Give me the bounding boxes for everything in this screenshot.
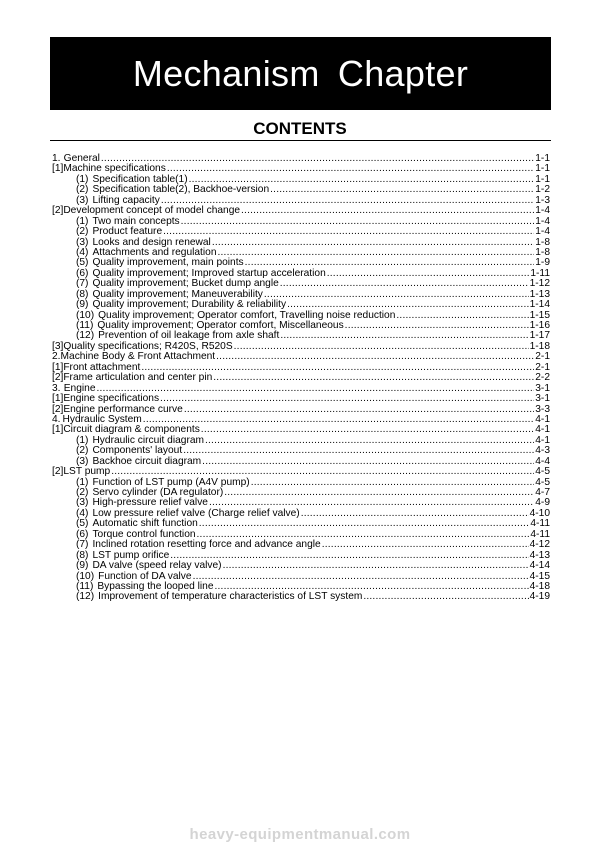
toc-entry-page: 4-11 [530, 518, 550, 530]
toc-entry-title: Development concept of model change [63, 205, 241, 217]
toc-entry-title: Lifting capacity [92, 194, 160, 206]
toc-leader-dots [217, 248, 534, 258]
toc-leader-dots [141, 363, 534, 373]
watermark-text: heavy-equipmentmanual.com [189, 826, 411, 843]
toc-leader-dots [181, 217, 535, 227]
toc-entry-number: (4) [76, 507, 89, 519]
toc-leader-dots [202, 457, 534, 467]
toc-entry-page: 4-11 [530, 528, 550, 540]
toc-leader-dots [170, 551, 528, 561]
toc-entry-number: (10) [76, 309, 95, 321]
toc-entry-number: (12) [76, 330, 95, 342]
toc-entry-title: Function of DA valve [98, 570, 192, 582]
toc-entry-page: 2-1 [535, 351, 550, 363]
toc-entry-page: 1-17 [529, 330, 550, 342]
toc-entry-title: Engine [63, 382, 96, 394]
toc-entry-number: (1) [76, 215, 89, 227]
toc-entry-page: 4-19 [529, 591, 550, 603]
toc-entry-title: DA valve (speed relay valve) [92, 560, 222, 572]
toc-entry[interactable] [52, 373, 550, 383]
toc-leader-dots [396, 311, 528, 321]
toc-entry-number: [2] [52, 372, 64, 384]
toc-leader-dots [205, 436, 534, 446]
toc-leader-dots [223, 561, 529, 571]
toc-entry-number: [1] [52, 361, 64, 373]
toc-leader-dots [322, 540, 529, 550]
toc-entry-number: (6) [76, 528, 89, 540]
toc-entry-number: (2) [76, 226, 89, 238]
toc-entry-title: Bypassing the looped line [97, 580, 214, 592]
toc-leader-dots [111, 467, 534, 477]
toc-leader-dots [212, 238, 534, 248]
toc-entry-page: 4-1 [535, 424, 550, 436]
toc-leader-dots [270, 185, 534, 195]
chapter-title: Mechanism Chapter [132, 52, 469, 94]
toc-entry-title: Servo cylinder (DA regulator) [92, 487, 224, 498]
toc-leader-dots [280, 279, 529, 289]
toc-entry-title: Torque control function [92, 528, 196, 540]
contents-heading: CONTENTS [253, 119, 347, 138]
toc-entry-number: 3. [52, 382, 61, 394]
toc-entry-title: Circuit diagram & components [63, 424, 200, 436]
toc-entry-number: (2) [76, 445, 89, 457]
toc-entry-number: (2) [76, 487, 89, 498]
toc-entry-title: Function of LST pump (A4V pump) [92, 476, 250, 488]
toc-entry-title: LST pump [63, 466, 111, 478]
toc-entry-page: 2-1 [535, 361, 550, 373]
toc-entry-page: 1-4 [535, 205, 550, 217]
toc-leader-dots [234, 342, 529, 352]
toc-leader-dots [280, 331, 528, 341]
toc-entry-title: Machine Body & Front Attachment [60, 351, 216, 363]
toc-entry-number: (1) [76, 434, 89, 446]
toc-leader-dots [301, 509, 529, 519]
toc-entry-number: (7) [76, 539, 89, 551]
toc-entry-page: 1-16 [529, 320, 550, 331]
toc-entry-title: Backhoe circuit diagram [92, 455, 202, 467]
toc-entry-number: (6) [76, 267, 89, 279]
toc-entry-number: (5) [76, 518, 89, 530]
toc-leader-dots [197, 530, 530, 540]
toc-entry-title: Product feature [92, 226, 163, 238]
toc-entry-number: 2. [52, 351, 61, 363]
toc-entry[interactable] [52, 154, 550, 164]
toc-entry-title: Quality improvement, main points [92, 257, 244, 269]
toc-entry-page: 1-2 [535, 184, 550, 196]
toc-leader-dots [167, 164, 534, 174]
toc-leader-dots [199, 519, 530, 529]
toc-entry-number: (3) [76, 497, 89, 509]
toc-entry-number: [2] [52, 466, 64, 478]
toc-entry-title: Low pressure relief valve (Charge relief valve) [92, 507, 300, 519]
toc-entry-page: 4-18 [529, 580, 550, 592]
toc-entry-page: 1-1 [535, 153, 550, 164]
toc-entry-title: Inclined rotation resetting force and advance angle [92, 539, 321, 551]
toc-entry-number: (7) [76, 278, 89, 290]
toc-entry[interactable] [52, 300, 550, 310]
toc-entry-title: Specification table(2), Backhoe-version [92, 184, 270, 196]
toc-entry-title: Attachments and regulation [92, 246, 217, 258]
toc-entry-number: 4. [52, 413, 61, 425]
toc-leader-dots [209, 498, 534, 508]
chapter-title-banner [50, 37, 551, 110]
toc-entry-number: (12) [76, 591, 95, 603]
toc-entry-title: LST pump orifice [92, 549, 170, 561]
toc-entry[interactable] [52, 592, 550, 602]
toc-entry-number: [1] [52, 424, 64, 436]
toc-entry-number: 1. [52, 153, 61, 164]
toc-entry-page: 4-10 [529, 507, 550, 519]
toc-entry-title: Quality improvement; Operator comfort, Miscellaneous [97, 320, 344, 331]
toc-leader-dots [213, 373, 534, 383]
toc-entry-page: 4-1 [535, 434, 550, 446]
toc-entry-page: 1-4 [535, 226, 550, 238]
toc-entry-page: 4-4 [535, 455, 550, 467]
toc-entry-page: 2-2 [535, 372, 550, 384]
toc-entry-title: High-pressure relief valve [92, 497, 208, 509]
toc-entry-title: Components' layout [92, 445, 183, 457]
toc-entry[interactable] [52, 384, 550, 394]
toc-entry[interactable] [52, 467, 550, 477]
toc-entry-title: Hydraulic circuit diagram [92, 434, 204, 446]
toc-entry-number: [2] [52, 403, 64, 415]
toc-entry-title: General [63, 153, 100, 164]
toc-leader-dots [97, 384, 535, 394]
toc-leader-dots [287, 300, 529, 310]
toc-entry-page: 4-3 [535, 445, 550, 457]
toc-entry-page: 4-9 [535, 497, 550, 509]
toc-entry-title: Quality improvement; Operator comfort, Travelling noise reduction [98, 309, 396, 321]
toc-entry-number: (3) [76, 194, 89, 206]
toc-entry[interactable] [52, 457, 550, 467]
toc-entry[interactable] [52, 227, 550, 237]
toc-entry-title: Prevention of oil leakage from axle shaft [98, 330, 280, 342]
toc-leader-dots [224, 488, 534, 498]
toc-entry-page: 1-4 [535, 215, 550, 227]
toc-entry-title: Frame articulation and center pin [63, 372, 213, 384]
toc-entry-page: 1-1 [535, 173, 550, 185]
toc-entry-number: (5) [76, 257, 89, 269]
toc-entry-title: Two main concepts [92, 215, 180, 227]
toc-leader-dots [160, 394, 534, 404]
toc-entry-title: Engine specifications [63, 393, 160, 405]
toc-entry-page: 1-3 [535, 194, 550, 206]
toc-leader-dots [363, 592, 528, 602]
toc-entry-number: (11) [76, 320, 94, 331]
toc-entry-page: 1-14 [529, 299, 550, 311]
toc-entry-number: (9) [76, 560, 89, 572]
toc-entry-page: 4-12 [529, 539, 550, 551]
toc-entry-page: 4-1 [535, 413, 550, 425]
toc-leader-dots [189, 175, 535, 185]
toc-entry-title: Quality improvement; Durability & reliability [92, 299, 287, 311]
toc-entry-number: (1) [76, 476, 89, 488]
toc-entry-number: [3] [52, 340, 64, 352]
toc-entry-page: 4-5 [535, 476, 550, 488]
toc-leader-dots [161, 196, 534, 206]
toc-leader-dots [193, 572, 529, 582]
toc-entry-page: 4-5 [535, 466, 550, 478]
toc-entry-title: Improvement of temperature characteristics of LST system [98, 591, 363, 603]
toc-entry-title: Hydraulic System [62, 413, 142, 425]
toc-entry-title: Automatic shift function [92, 518, 198, 530]
toc-leader-dots [214, 582, 528, 592]
toc-entry-title: Quality specifications; R420S, R520S [63, 340, 233, 352]
toc-leader-dots [183, 446, 534, 456]
toc-entry-number: (3) [76, 455, 89, 467]
toc-leader-dots [345, 321, 529, 331]
toc-entry-page: 1-9 [535, 257, 550, 269]
toc-entry-page: 4-15 [529, 570, 550, 582]
toc-entry-number: [1] [52, 393, 64, 405]
toc-entry-title: Quality improvement; Bucket dump angle [92, 278, 279, 290]
toc-entry-number: [2] [52, 205, 64, 217]
toc-leader-dots [251, 478, 535, 488]
toc-entry-number: (1) [76, 173, 89, 185]
toc-entry-page: 3-3 [535, 403, 550, 415]
toc-leader-dots [184, 405, 534, 415]
toc-entry-number: (8) [76, 549, 89, 561]
toc-entry-page: 1-15 [529, 309, 550, 321]
toc-leader-dots [201, 425, 534, 435]
toc-entry-page: 4-13 [529, 549, 550, 561]
toc-entry-page: 1-13 [529, 288, 550, 300]
toc-leader-dots [101, 154, 534, 164]
toc-entry-number: (10) [76, 570, 95, 582]
toc-entry-title: Quality improvement; Improved startup acceleration [92, 267, 326, 279]
toc-entry-title: Machine specifications [63, 163, 166, 175]
toc-entry-page: 1-18 [529, 340, 550, 352]
toc-entry-title: Specification table(1) [92, 173, 188, 185]
toc-leader-dots [163, 227, 534, 237]
toc-entry-page: 1-1 [535, 163, 550, 175]
heading-rule [50, 140, 551, 141]
toc-entry-number: (2) [76, 184, 89, 196]
toc-leader-dots [143, 415, 534, 425]
toc-entry-title: Front attachment [63, 361, 141, 373]
table-of-contents [52, 154, 550, 603]
toc-entry-page: 4-7 [535, 487, 550, 498]
toc-entry-title: Quality improvement; Maneuverability [92, 288, 263, 300]
toc-leader-dots [245, 258, 535, 268]
toc-leader-dots [241, 206, 534, 216]
toc-entry-number: (9) [76, 299, 89, 311]
toc-entry-page: 3-1 [535, 393, 550, 405]
toc-entry-page: 1-12 [529, 278, 550, 290]
toc-entry-number: [1] [52, 163, 64, 175]
toc-entry-page: 4-14 [529, 560, 550, 572]
toc-entry-number: (11) [76, 580, 94, 592]
toc-leader-dots [264, 290, 529, 300]
toc-entry[interactable] [52, 561, 550, 571]
toc-entry-page: 1-11 [530, 267, 550, 279]
toc-entry-page: 1-8 [535, 236, 550, 248]
toc-entry-number: (8) [76, 288, 89, 300]
toc-entry-number: (3) [76, 236, 89, 248]
toc-entry-page: 3-1 [535, 382, 550, 394]
toc-entry-number: (4) [76, 246, 89, 258]
toc-entry-page: 1-8 [535, 246, 550, 258]
toc-leader-dots [327, 269, 530, 279]
toc-entry-title: Engine performance curve [63, 403, 183, 415]
toc-entry-title: Looks and design renewal [92, 236, 211, 248]
toc-entry[interactable] [52, 394, 550, 404]
toc-leader-dots [216, 352, 534, 362]
